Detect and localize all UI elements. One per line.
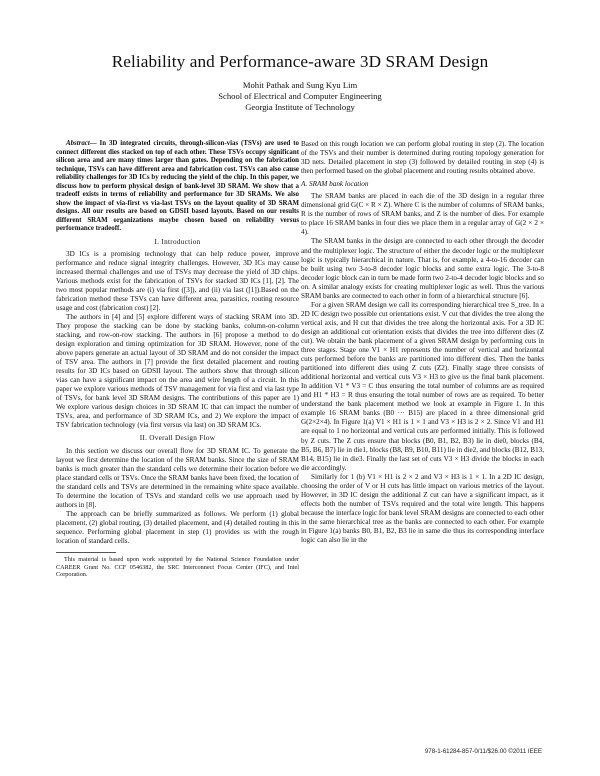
bank-paragraph-4: Similarly for 1 (b) V1 × H1 is 2 × 2 and V3 × H3 is 1 × 1. In a 2D IC design, choosing the order of V or H cuts has little impact on various metrics of the layout. However, in 3D IC design the additional Z cut can have a significant impact, as it effects both the number of TSVs required and the total wire length. This happens because the interface logic for bank level SRAM designs are connected to each other in the same hierarchical tree as the banks are connected to each other. For example in Figure 1(a) banks B0, B1, B2, B3 lie in same die thus its corresponding interface logic can also lie in the — [301, 472, 544, 545]
flow-paragraph-1: In this section we discuss our overall flow for 3D SRAM IC. To generate the layout we first determine the location of the SRAM banks. Since the size of SRAM banks is much greater than the standard cells we determine their location before we place standard cells or TSVs. Once the SRAM banks have been fixed, the location of the standard cells and TSVs are determined in the remaining white space available. To determine the location of TSVs and standard cells we use approach used by authors in [8]. — [56, 446, 299, 509]
abstract-label: Abstract — [66, 140, 90, 147]
intro-paragraph-2: The authors in [4] and [5] explore different ways of stacking SRAM into 3D. They propose the stacking can be done by stacking banks, column-on-column stacking, and row-on-row stacking. The authors in [6] propose a method to do design exploration and timing optimization for 3D SRAM. However, none of the above papers generate an actual layout of 3D SRAM and do not consider the impact of TSV area. The authors in [7] provide the first detailed placement and routing results for 3D ICs based on GDSII layout. The authors show that through silicon vias can have a significant impact on the area and wire length of a circuit. In this paper we explore various methods of TSV management for via first and via last type of TSVs, for bank level 3D SRAM designs. The contributions of this paper are 1) We explore various design choices in 3D SRAM IC that can impact the number of TSVs, area, and performance of 3D SRAM ICs, and 2) We explore the impact of TSV fabrication technology (via first versus via last) on 3D SRAM ICs. — [56, 312, 299, 430]
author-institution: Georgia Institute of Technology — [245, 101, 355, 112]
author-affiliation: School of Electrical and Computer Engineering — [218, 90, 382, 101]
right-column — [301, 140, 544, 545]
abstract-text: — In 3D integrated circuits, through-silicon-vias (TSVs) are used to connect different dies stacked on top of each other. These TSVs occupy significant silicon area and are many times larger than gates. Depending on the fabrication technique, TSVs can have different area and fabrication cost. TSVs can also cause reliability challenges for 3D ICs by reducing the yield of the chip. In this paper, we discuss how to perform physical design of bank-level 3D SRAM. We show that a tradeoff exists in terms of reliability and performance for 3D SRAMs. We also show the impact of via-first vs via-last TSVs on the layout quality of 3D SRAM designs. All our results are based on GDSII based layouts. Based on our results different SRAM organizations maybe chosen based on reliability versus performance tradeoff. — [56, 140, 299, 232]
funding-footnote: This material is based upon work supported by the National Science Foundation under CAREER Grant No. CCF 0546382, the SRC Interconnect Focus Center (IFC), and Intel Corporation. — [56, 556, 299, 579]
intro-paragraph-1: 3D ICs is a promising technology that can help reduce power, improve performance and reduce signal integrity challenges. However, 3D ICs may cause increased thermal challenges and use of TSVs may decrease the yield of 3D chips. Various methods exist for the fabrication of TSVs for stacked 3D ICs [1], [2]. The two most popular methods are (i) via first ([3]), and (ii) via last ([1]).Based on the fabrication method these TSVs can have different area, parasitics, routing resource usage and cost (fabrication cost) [2]. — [56, 249, 299, 312]
author-block — [0, 80, 600, 112]
bank-paragraph-2: The SRAM banks in the design are connected to each other through the decoder and the multiplexer logic. The structure of either the decoder logic or the multiplexer logic is typically hierarchical in nature. That is, for example, a 4-to-16 decoder can be built using two 3-to-8 decoder logic blocks and some extra logic. The 3-to-8 decoder logic block can in turn be made form two 2-to-4 decoder logic blocks and so on. A similar analogy exists for creating multiplexer logic as well. Thus the various SRAM banks are connected to each other in form of a hierarchical structure [6]. — [301, 237, 544, 300]
right-paragraph-1: Based on this rough location we can perform global routing in step (2). The location of the TSVs and their number is determined during routing topology generation for 3D nets. Detailed placement in step (3) followed by detailed routing in step (4) is then performed based on the global placement and routing results obtained above. — [301, 140, 544, 176]
section-heading-design-flow: II. Overall Design Flow — [139, 434, 216, 443]
bank-paragraph-1: The SRAM banks are placed in each die of the 3D design in a regular three dimensional grid G(C × R × Z). Where C is the number of columns of SRAM banks, R is the number of rows of SRAM banks, and Z is the number of dies. For example to place 16 SRAM banks in four dies we place them in a regular array of G(2 × 2 × 4). — [301, 192, 544, 237]
abstract — [56, 140, 299, 234]
flow-paragraph-2: The approach can be briefly summarized as follows. We perform (1) global placement, (2) global routing, (3) detailed placement, and (4) detailed routing in this sequence. Performing global placement in step (1) provides us with the rough location of standard cells. — [56, 509, 299, 545]
paper-title: Reliability and Performance-aware 3D SRAM Design — [111, 52, 489, 71]
copyright-footer: 978-1-61284-857-0/11/$26.00 ©2011 IEEE — [424, 748, 542, 755]
left-column — [56, 140, 299, 579]
section-heading-introduction: I. Introduction — [154, 237, 201, 246]
author-names: Mohit Pathak and Sung Kyu Lim — [242, 80, 358, 90]
footnote-divider — [56, 552, 116, 553]
subsection-heading-bank-location: A. SRAM bank location — [301, 180, 369, 189]
bank-paragraph-3: For a given SRAM design we call its corresponding hierarchical tree S_tree. In a 2D IC design two possible cut orientations exist. V cut that divides the tree along the vertical axis, and H cut that divides the tree along the horizontal axis. For a 3D IC design an additional cut orientation exists that divides the tree into different dies (Z cut). We obtain the bank placement of a given SRAM design by performing cuts in three stages. Stage one V1 × H1 represents the number of vertical and horizontal cuts performed before the banks are partitioned into different dies. Then the banks partitioned into different dies using Z cuts (Z2). Finally stage three consists of additional horizontal and vertical cuts V3 × H3 to give us the final bank placement. In addition V1 * V3 = C thus ensuring the total number of columns are as required and H1 * H3 = R thus ensuring the total number of rows are as required. To better understand the bank placement method we look at example in Figure 1. In this example 16 SRAM banks (B0 ··· B15) are placed in a three dimensional grid G(2×2×4). In Figure 1(a) V1 × H1 is 1 × 1 and V3 × H3 is 2 × 2. Since V1 and H1 are equal to 1 no horizontal and vertical cuts are performed initially. This is followed by Z cuts. The Z cuts ensure that blocks (B0, B1, B2, B3) lie in die0, blocks (B4, B5, B6, B7) lie in die1, blocks (B8, B9, B10, B11) lie in die2, and blocks (B12, B13, B14, B15) lie in die3. Finally the last set of cuts V3 × H3 divide the blocks in each die accordingly. — [301, 300, 544, 472]
